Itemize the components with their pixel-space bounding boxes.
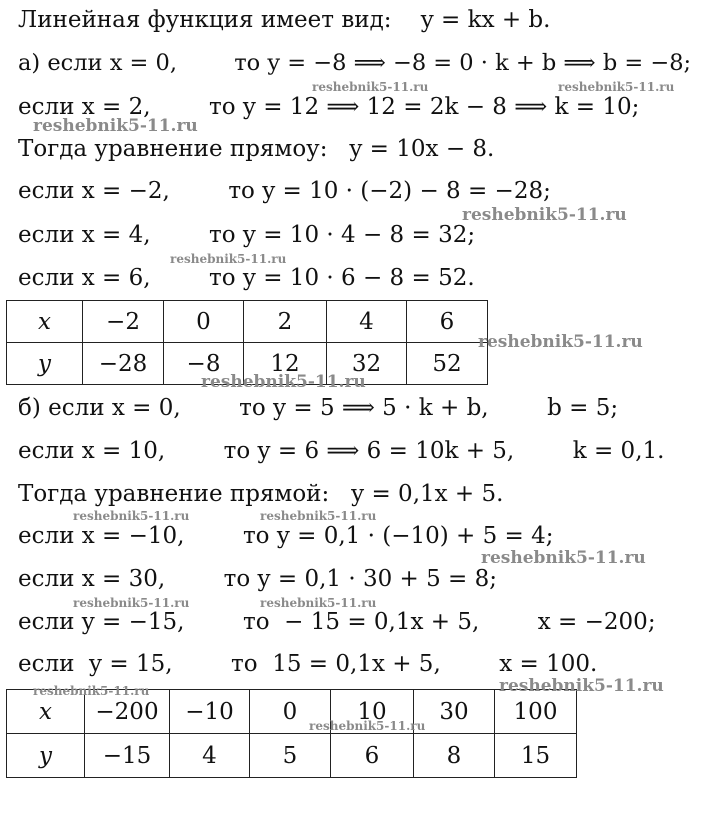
table-cell: 4 (170, 734, 250, 778)
watermark: reshebnik5-11.ru (201, 372, 366, 392)
watermark: reshebnik5-11.ru (73, 596, 190, 610)
table-cell: 6 (331, 734, 414, 778)
part-a-line-2: если x = 2, то y = 12 ⟹ 12 = 2k − 8 ⟹ k = 10; (18, 94, 640, 120)
table-b-y-label: y (7, 734, 85, 778)
watermark: reshebnik5-11.ru (170, 252, 287, 266)
intro-line: Линейная функция имеет вид: y = kx + b. (18, 7, 551, 33)
watermark: reshebnik5-11.ru (499, 676, 664, 696)
watermark: reshebnik5-11.ru (558, 80, 675, 94)
table-cell: 4 (327, 301, 407, 343)
watermark: reshebnik5-11.ru (481, 548, 646, 568)
watermark: reshebnik5-11.ru (462, 205, 627, 225)
table-cell: 2 (244, 301, 327, 343)
watermark: reshebnik5-11.ru (260, 509, 377, 523)
table-row (7, 734, 577, 778)
table-b-x-label: x (7, 690, 85, 734)
part-b-line-2: если x = 10, то y = 6 ⟹ 6 = 10k + 5, k = 0,1. (18, 438, 665, 464)
table-cell: 100 (495, 690, 577, 734)
table-cell: −2 (83, 301, 164, 343)
table-cell: −200 (85, 690, 170, 734)
part-b-line-6: если y = 15, то 15 = 0,1x + 5, x = 100. (18, 651, 598, 677)
part-a-line-1: а) если x = 0, то y = −8 ⟹ −8 = 0 · k + b ⟹ b = −8; (18, 50, 692, 76)
value-table-b (6, 689, 577, 778)
table-cell: 30 (414, 690, 495, 734)
table-cell: 15 (495, 734, 577, 778)
table-cell: −10 (170, 690, 250, 734)
table-cell: 0 (250, 690, 331, 734)
watermark: reshebnik5-11.ru (312, 80, 429, 94)
watermark: reshebnik5-11.ru (33, 684, 150, 698)
table-cell: 8 (414, 734, 495, 778)
table-a-x-label: x (7, 301, 83, 343)
part-a-equation: Тогда уравнение прямоу: y = 10x − 8. (18, 136, 495, 162)
table-a-y-label: y (7, 343, 83, 385)
table-cell: 32 (327, 343, 407, 385)
table-cell: 10 (331, 690, 414, 734)
part-b-line-1: б) если x = 0, то y = 5 ⟹ 5 · k + b, b = 5; (18, 395, 619, 421)
watermark: reshebnik5-11.ru (260, 596, 377, 610)
table-cell: −15 (85, 734, 170, 778)
table-row (7, 301, 488, 343)
table-cell: 5 (250, 734, 331, 778)
table-cell: 6 (407, 301, 488, 343)
table-cell: −8 (164, 343, 244, 385)
part-a-line-3: если x = −2, то y = 10 · (−2) − 8 = −28; (18, 178, 551, 204)
table-cell: −28 (83, 343, 164, 385)
part-a-line-5: если x = 6, то y = 10 · 6 − 8 = 52. (18, 265, 475, 291)
table-cell: 52 (407, 343, 488, 385)
part-a-line-4: если x = 4, то y = 10 · 4 − 8 = 32; (18, 222, 476, 248)
watermark: reshebnik5-11.ru (33, 116, 198, 136)
watermark: reshebnik5-11.ru (309, 719, 426, 733)
part-b-line-3: если x = −10, то y = 0,1 · (−10) + 5 = 4; (18, 523, 554, 549)
table-cell: 0 (164, 301, 244, 343)
watermark: reshebnik5-11.ru (73, 509, 190, 523)
part-b-equation: Тогда уравнение прямой: y = 0,1x + 5. (18, 481, 504, 507)
part-b-line-4: если x = 30, то y = 0,1 · 30 + 5 = 8; (18, 566, 498, 592)
table-cell: 12 (244, 343, 327, 385)
watermark: reshebnik5-11.ru (478, 332, 643, 352)
part-b-line-5: если y = −15, то − 15 = 0,1x + 5, x = −200; (18, 609, 656, 635)
